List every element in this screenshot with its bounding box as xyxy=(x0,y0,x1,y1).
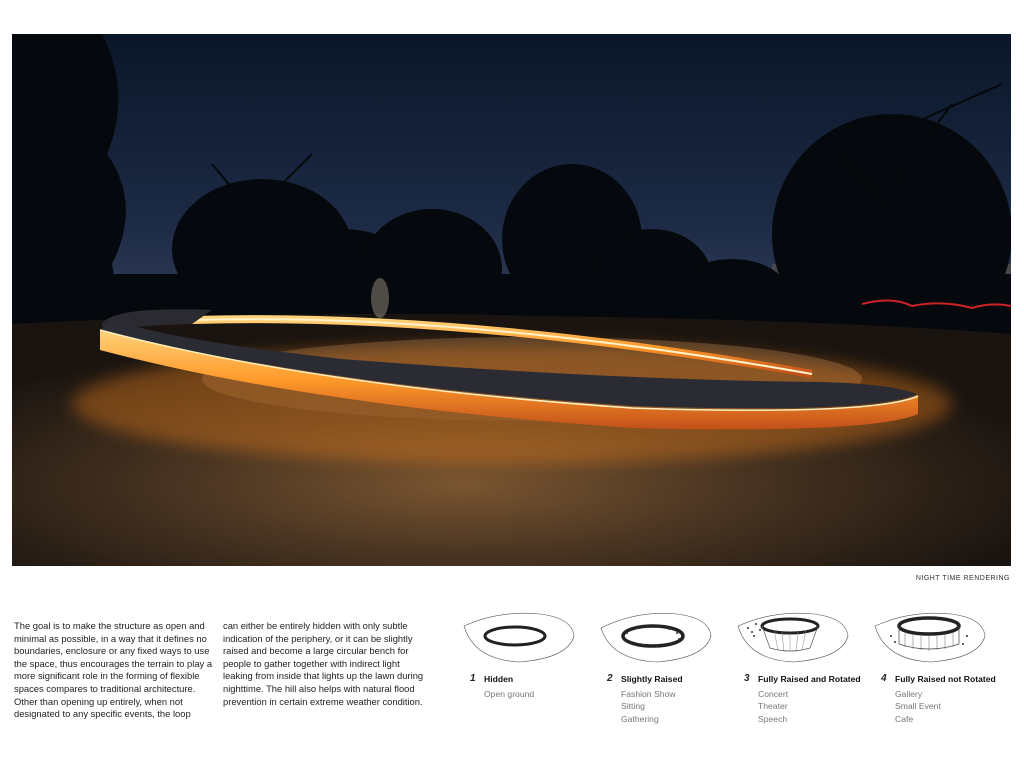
mode-uses xyxy=(895,688,941,725)
mode-number: 2 xyxy=(607,673,613,684)
mode-uses xyxy=(621,688,675,725)
mode-use-item: Gathering xyxy=(621,713,659,724)
mode-diagram-slightly-raised xyxy=(597,606,722,728)
night-rendering-image xyxy=(12,34,1011,566)
mode-number: 3 xyxy=(744,673,750,684)
mode-uses xyxy=(484,688,534,700)
mode-use-item: Concert xyxy=(758,689,789,699)
mode-use-item: Fashion Show xyxy=(621,689,676,699)
mode-use-item: Theater xyxy=(758,701,788,712)
raised-not-rotated-mode-illustration xyxy=(871,606,989,666)
raised-rotated-mode-illustration xyxy=(734,606,852,666)
image-caption: NIGHT TIME RENDERING xyxy=(915,575,1010,582)
hidden-mode-illustration xyxy=(460,606,578,666)
mode-diagram-raised-rotated xyxy=(734,606,859,728)
mode-title: Slightly Raised xyxy=(621,674,683,684)
mode-number: 4 xyxy=(881,673,887,684)
mode-use-item: Gallery xyxy=(895,689,923,699)
description-column-2: can either be entirely hidden with only subtle indication of the periphery, or it can be slightly raised and become a large circular bench for people to gather together with indirect light leaking from inside that lights up the lawn during nighttime. The hill also helps with natural flood prevention in certain extreme weather condition. xyxy=(223,620,424,707)
mode-use-item: Small Event xyxy=(895,701,941,712)
mode-title: Hidden xyxy=(484,674,514,684)
mode-diagram-hidden xyxy=(460,606,585,728)
mode-use-item: Speech xyxy=(758,713,788,724)
mode-title: Fully Raised and Rotated xyxy=(758,674,861,684)
mode-use-item: Open ground xyxy=(484,689,535,699)
mode-use-item: Sitting xyxy=(621,701,645,712)
mode-uses xyxy=(758,688,788,725)
mode-use-item: Cafe xyxy=(895,713,914,724)
description-column-1: The goal is to make the structure as open and minimal as possible, in a way that it defines no boundaries, enclosure or any fixed ways to use the space, thus encourages the terrain to play a more significant role in the forming of flexible spaces compares to traditional architecture. Other than opening up entirely, when not designated to any specific events, the loop xyxy=(14,620,213,720)
slightly-raised-mode-illustration xyxy=(597,606,715,666)
mode-number: 1 xyxy=(470,673,476,684)
mode-diagram-raised-not-rotated xyxy=(871,606,996,728)
mode-title: Fully Raised not Rotated xyxy=(895,674,996,684)
